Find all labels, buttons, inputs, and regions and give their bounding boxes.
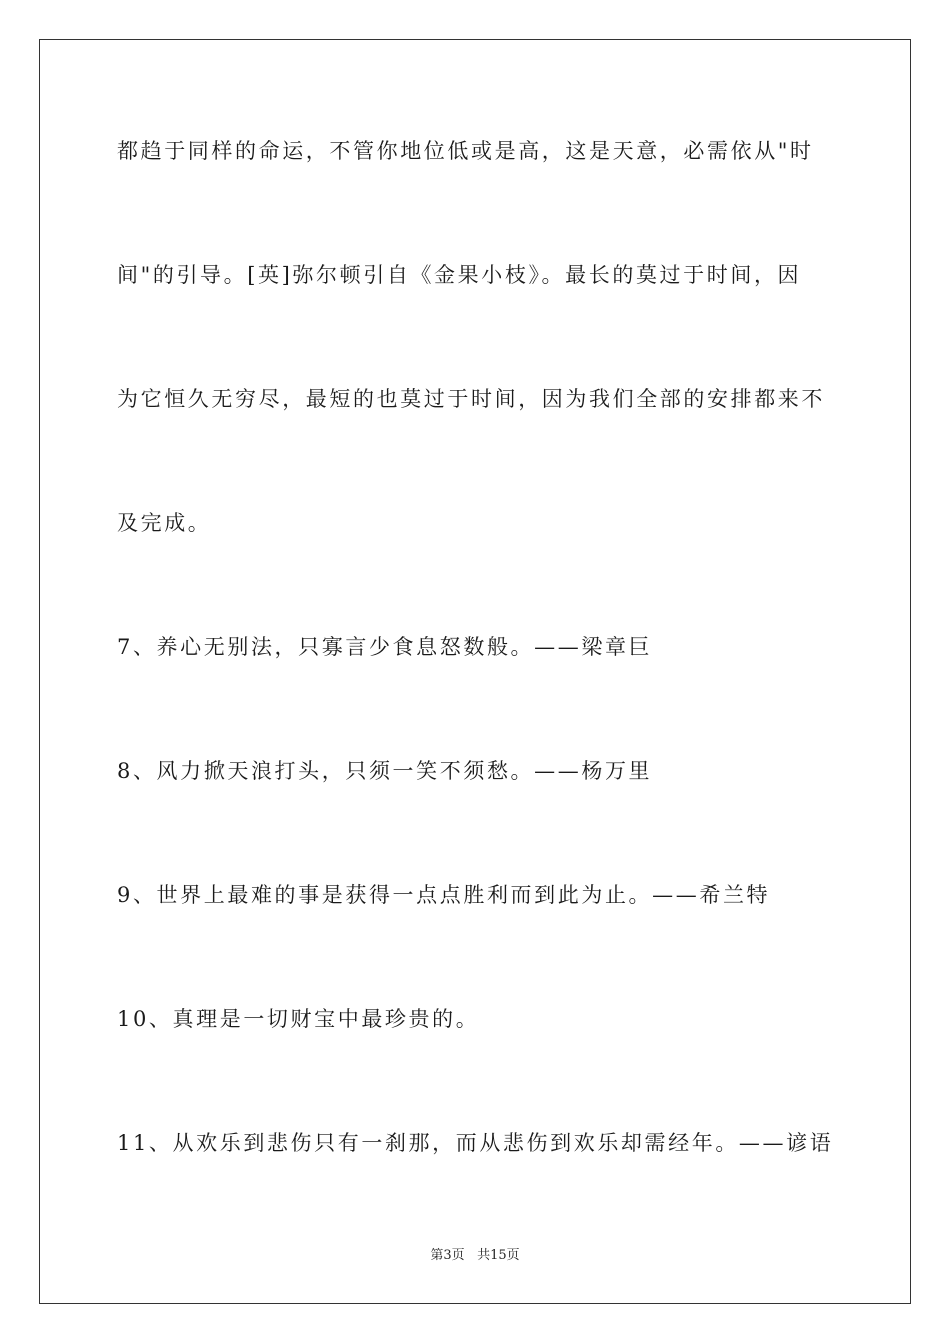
- paragraph-line: 为它恒久无穷尽，最短的也莫过于时间，因为我们全部的安排都来不: [117, 387, 825, 411]
- quote-line: 11、从欢乐到悲伤只有一刹那，而从悲伤到欢乐却需经年。——谚语: [117, 1131, 834, 1155]
- quote-line: 10、真理是一切财宝中最珍贵的。: [117, 1007, 480, 1031]
- total-pages: 共15页: [477, 1248, 520, 1263]
- page-footer: [0, 1246, 950, 1266]
- paragraph-line: 都趋于同样的命运，不管你地位低或是高，这是天意，必需依从"时: [117, 139, 814, 163]
- page-frame: [39, 39, 911, 1304]
- quote-line: 9、世界上最难的事是获得一点点胜利而到此为止。——希兰特: [117, 883, 771, 907]
- quote-line: 7、养心无别法，只寡言少食息怒数般。——梁章巨: [117, 635, 653, 659]
- paragraph-line: 间"的引导。[英]弥尔顿引自《金果小枝》。最长的莫过于时间，因: [117, 263, 802, 287]
- page-number: 第3页: [430, 1248, 465, 1263]
- paragraph-line: 及完成。: [117, 511, 212, 535]
- quote-line: 8、风力掀天浪打头，只须一笑不须愁。——杨万里: [117, 759, 653, 783]
